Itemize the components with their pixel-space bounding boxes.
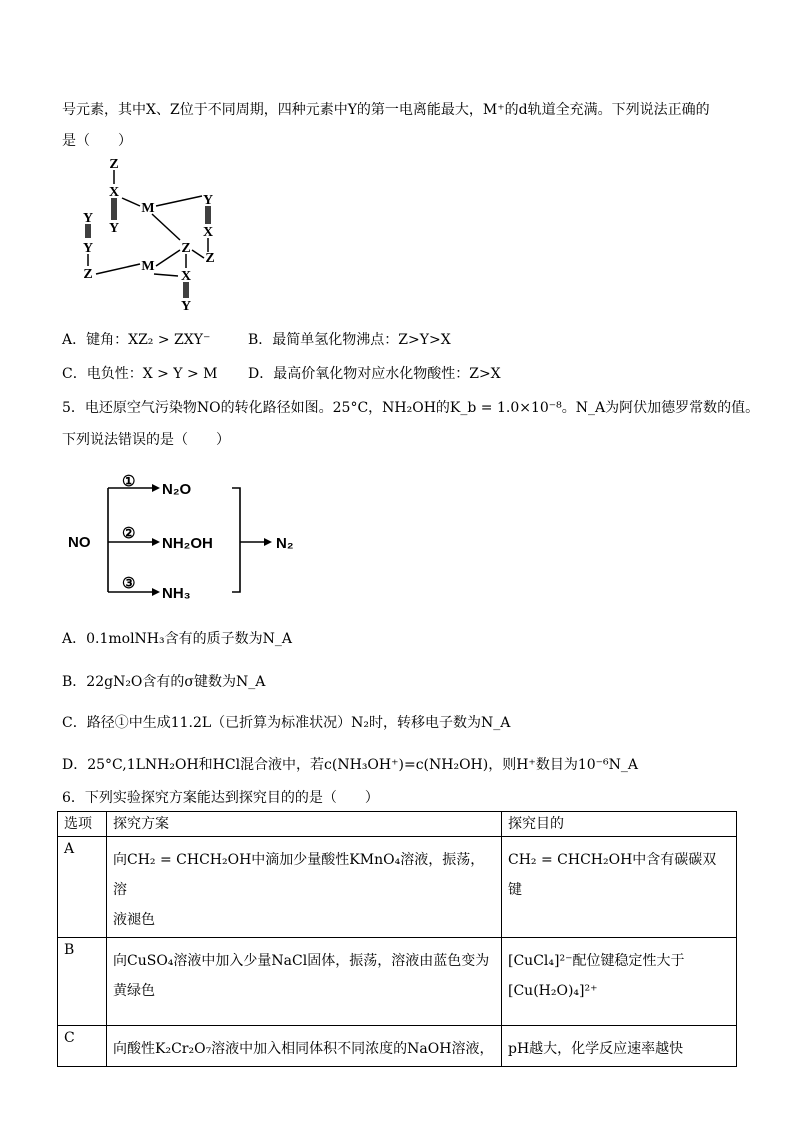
atom-y: Y: [82, 241, 94, 256]
q5-option-a: A．0.1molNH₃含有的质子数为N_A: [62, 631, 292, 647]
atom-y: Y: [180, 299, 192, 314]
header-option: 选项: [58, 812, 107, 837]
no-reduction-pathway-figure: [64, 474, 314, 604]
q5-option-c: C．路径①中生成11.2L（已折算为标准状况）N₂时，转移电子数为N_A: [62, 715, 511, 731]
row-plan-line1: 向CuSO₄溶液中加入少量NaCl固体，振荡，溶液由蓝色变为: [113, 953, 490, 969]
atom-y: Y: [202, 193, 214, 208]
atom-y: Y: [108, 221, 120, 236]
q5-stem-line1: 5．电还原空气污染物NO的转化路径如图。25°C，NH₂OH的K_b = 1.0×10⁻⁸。N_A为阿伏加德罗常数的值。: [62, 400, 760, 416]
product-nh3: NH₃: [162, 585, 191, 602]
table-row: [58, 837, 737, 938]
row-aim-line1: [CuCl₄]²⁻配位键稳定性大于: [508, 953, 685, 969]
row-aim: [502, 837, 737, 938]
q5-option-b: B．22gN₂O含有的σ键数为N_A: [62, 674, 266, 690]
atom-m: M: [141, 201, 155, 216]
row-plan-line1: 向CH₂ = CHCH₂OH中滴加少量酸性KMnO₄溶液，振荡，溶: [113, 852, 485, 898]
table-row: [58, 938, 737, 1026]
experiment-table: [57, 811, 737, 1067]
atom-z: Z: [83, 267, 93, 282]
q4-option-b: B．最简单氢化物沸点：Z>Y>X: [248, 332, 451, 348]
atom-z: Z: [205, 251, 215, 266]
path-number-3: ③: [122, 575, 136, 592]
row-aim-line2: [Cu(H₂O)₄]²⁺: [508, 983, 598, 999]
q4-options-row2: [62, 364, 501, 384]
row-plan-line2: 黄绿色: [113, 983, 155, 999]
row-option: A: [58, 837, 107, 938]
row-aim: [502, 1026, 737, 1067]
table-header-row: [58, 812, 737, 837]
q4-option-a: A．键角：XZ₂ > ZXY⁻: [62, 332, 211, 348]
header-plan: 探究方案: [107, 812, 502, 837]
atom-y: Y: [82, 211, 94, 226]
row-plan: [107, 938, 502, 1026]
q5-stem-line2: 下列说法错误的是（ ）: [62, 432, 230, 448]
row-option: C: [58, 1026, 107, 1067]
row-aim-line1: pH越大，化学反应速率越快: [508, 1041, 684, 1057]
row-plan-line1: 向酸性K₂Cr₂O₇溶液中加入相同体积不同浓度的NaOH溶液，: [113, 1041, 494, 1057]
path-number-2: ②: [122, 525, 136, 542]
row-plan-line2: 液褪色: [113, 912, 155, 928]
q4-options-row1: [62, 330, 451, 350]
row-aim-line1: CH₂ = CHCH₂OH中含有碳碳双键: [508, 852, 717, 898]
q6-stem: 6．下列实验探究方案能达到探究目的的是（ ）: [62, 790, 379, 806]
final-product-n2: N₂: [276, 535, 294, 552]
complex-structure-figure: [76, 154, 226, 314]
row-aim: [502, 938, 737, 1026]
row-plan: [107, 837, 502, 938]
q5-option-d: D．25°C,1LNH₂OH和HCl混合液中，若c(NH₃OH⁺)=c(NH₂OH)，则H⁺数目为10⁻⁶N_A: [62, 757, 639, 773]
header-aim: 探究目的: [502, 812, 737, 837]
atom-m: M: [141, 259, 155, 274]
q4-option-c: C．电负性：X > Y > M: [62, 366, 218, 382]
row-option: B: [58, 938, 107, 1026]
q4-stem-line2: 是（ ）: [62, 133, 132, 149]
path-number-1: ①: [122, 474, 136, 490]
product-n2o: N₂O: [162, 481, 192, 498]
table-row: [58, 1026, 737, 1067]
atom-z: Z: [109, 157, 119, 172]
atom-x: X: [180, 269, 192, 284]
product-nh2oh: NH₂OH: [162, 535, 213, 552]
q4-stem-line1: 号元素，其中X、Z位于不同周期，四种元素中Y的第一电离能最大，M⁺的d轨道全充满。下列说法正确的: [62, 102, 710, 118]
atom-x: X: [202, 225, 214, 240]
atom-z: Z: [181, 241, 191, 256]
row-plan: [107, 1026, 502, 1067]
atom-x: X: [108, 185, 120, 200]
reactant-no: NO: [68, 534, 91, 551]
q4-option-d: D．最高价氧化物对应水化物酸性：Z>X: [248, 366, 501, 382]
